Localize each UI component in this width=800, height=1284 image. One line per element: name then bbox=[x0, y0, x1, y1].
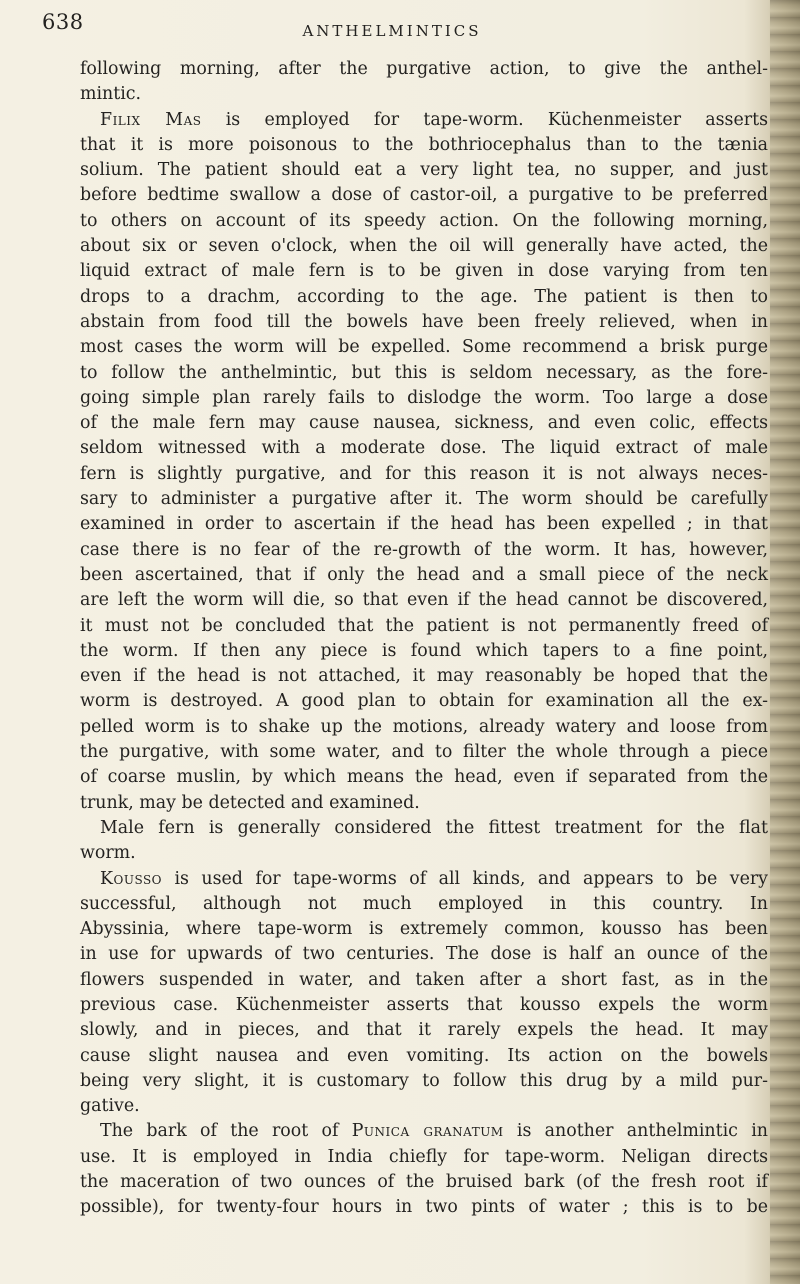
text-segment: about six or seven o'clock, when the oil will generally have acted, the bbox=[80, 236, 768, 257]
text-line bbox=[80, 1170, 768, 1195]
text-line bbox=[80, 867, 768, 892]
text-segment: successful, although not much employed in this country. In bbox=[80, 893, 768, 914]
text-segment: examined in order to ascertain if the head has been expelled ; in that bbox=[80, 514, 768, 535]
page-number: 638 bbox=[42, 10, 84, 34]
text-segment: Abyssinia, where tape-worm is extremely common, kousso has been bbox=[80, 919, 768, 940]
text-segment: case there is no fear of the re-growth of the worm. It has, however, bbox=[80, 539, 768, 560]
text-segment: of the male fern may cause nausea, sickness, and even colic, effects bbox=[80, 413, 768, 434]
text-line bbox=[80, 1069, 768, 1094]
text-segment: liquid extract of male fern is to be given in dose varying from ten bbox=[80, 261, 768, 282]
text-line bbox=[80, 892, 768, 917]
text-segment: before bedtime swallow a dose of castor-oil, a purgative to be preferred bbox=[80, 185, 768, 206]
text-line bbox=[80, 361, 768, 386]
text-line bbox=[80, 1119, 768, 1144]
text-line bbox=[80, 487, 768, 512]
text-segment: sary to administer a purgative after it. The worm should be carefully bbox=[80, 489, 768, 510]
text-line bbox=[80, 968, 768, 993]
text-line bbox=[80, 436, 768, 461]
text-line bbox=[80, 234, 768, 259]
text-segment: drops to a drachm, according to the age. The patient is then to bbox=[80, 286, 768, 307]
text-line bbox=[80, 1195, 768, 1220]
text-line bbox=[80, 512, 768, 537]
text-line bbox=[80, 639, 768, 664]
text-segment: is employed for tape-worm. Küchenmeister asserts bbox=[201, 109, 768, 130]
text-segment: in use for upwards of two centuries. The dose is half an ounce of the bbox=[80, 944, 768, 965]
text-line bbox=[80, 259, 768, 284]
text-line bbox=[80, 791, 768, 816]
text-line bbox=[80, 183, 768, 208]
text-segment: the maceration of two ounces of the bruised bark (of the fresh root if bbox=[80, 1172, 768, 1193]
text-segment: slowly, and in pieces, and that it rarely expels the head. It may bbox=[80, 1020, 768, 1041]
text-segment: it must not be concluded that the patient is not permanently freed of bbox=[80, 615, 768, 636]
text-line bbox=[80, 1145, 768, 1170]
small-caps-term: Filix Mas bbox=[100, 109, 202, 130]
text-line bbox=[80, 209, 768, 234]
text-line bbox=[80, 740, 768, 765]
text-line bbox=[80, 942, 768, 967]
text-line bbox=[80, 841, 768, 866]
text-segment: worm is destroyed. A good plan to obtain for examination all the ex- bbox=[80, 691, 768, 712]
text-line bbox=[80, 993, 768, 1018]
text-segment: the worm. If then any piece is found which tapers to a fine point, bbox=[80, 640, 768, 661]
text-line bbox=[80, 1018, 768, 1043]
running-title: ANTHELMINTICS bbox=[302, 22, 482, 40]
text-line bbox=[80, 57, 768, 82]
text-line bbox=[80, 765, 768, 790]
text-line bbox=[80, 816, 768, 841]
page-header bbox=[42, 10, 742, 50]
text-line bbox=[80, 715, 768, 740]
text-segment: going simple plan rarely fails to dislodge the worm. Too large a dose bbox=[80, 387, 768, 408]
text-line bbox=[80, 462, 768, 487]
text-segment: to others on account of its speedy action. On the following morning, bbox=[80, 210, 768, 231]
text-segment: to follow the anthelmintic, but this is seldom necessary, as the fore- bbox=[80, 362, 768, 383]
text-line bbox=[80, 917, 768, 942]
text-segment: being very slight, it is customary to follow this drug by a mild pur- bbox=[80, 1070, 768, 1091]
text-line bbox=[80, 538, 768, 563]
page-binding-edge bbox=[770, 0, 800, 1284]
text-line bbox=[80, 158, 768, 183]
text-segment: Male fern is generally considered the fittest treatment for the flat bbox=[100, 817, 768, 838]
text-segment: possible), for twenty-four hours in two pints of water ; this is to be bbox=[80, 1197, 768, 1218]
small-caps-term: Punica granatum bbox=[351, 1121, 504, 1142]
small-caps-term: Kousso bbox=[100, 868, 163, 889]
text-line bbox=[80, 588, 768, 613]
text-line bbox=[80, 310, 768, 335]
text-segment: previous case. Küchenmeister asserts that kousso expels the worm bbox=[80, 994, 768, 1015]
text-segment: abstain from food till the bowels have been freely relieved, when in bbox=[80, 311, 768, 332]
text-segment: pelled worm is to shake up the motions, already watery and loose from bbox=[80, 716, 768, 737]
text-segment: is another anthelmintic in bbox=[503, 1121, 768, 1142]
text-segment: are left the worm will die, so that even if the head cannot be discovered, bbox=[80, 590, 768, 611]
text-segment: seldom witnessed with a moderate dose. The liquid extract of male bbox=[80, 438, 768, 459]
text-segment: cause slight nausea and even vomiting. Its action on the bowels bbox=[80, 1045, 768, 1066]
text-line bbox=[80, 133, 768, 158]
text-segment: fern is slightly purgative, and for this reason it is not always neces- bbox=[80, 463, 768, 484]
body-text bbox=[80, 57, 768, 1221]
text-segment: solium. The patient should eat a very light tea, no supper, and just bbox=[80, 160, 768, 181]
text-segment: that it is more poisonous to the bothriocephalus than to the tænia bbox=[80, 134, 768, 155]
text-segment: trunk, may be detected and examined. bbox=[80, 792, 420, 813]
text-line bbox=[80, 335, 768, 360]
text-segment: most cases the worm will be expelled. Some recommend a brisk purge bbox=[80, 337, 768, 358]
text-line bbox=[80, 614, 768, 639]
text-line bbox=[80, 1094, 768, 1119]
text-line bbox=[80, 664, 768, 689]
text-line bbox=[80, 411, 768, 436]
text-line bbox=[80, 563, 768, 588]
text-segment: flowers suspended in water, and taken after a short fast, as in the bbox=[80, 969, 768, 990]
text-segment: The bark of the root of bbox=[100, 1121, 352, 1142]
text-line bbox=[80, 1044, 768, 1069]
text-segment: gative. bbox=[80, 1096, 140, 1117]
text-segment: use. It is employed in India chiefly for tape-worm. Neligan directs bbox=[80, 1146, 768, 1167]
text-line bbox=[80, 108, 768, 133]
text-line bbox=[80, 689, 768, 714]
text-line bbox=[80, 82, 768, 107]
text-segment: following morning, after the purgative action, to give the anthel- bbox=[80, 59, 768, 79]
text-segment: been ascertained, that if only the head and a small piece of the neck bbox=[80, 564, 768, 585]
text-segment: even if the head is not attached, it may reasonably be hoped that the bbox=[80, 666, 768, 687]
text-segment: mintic. bbox=[80, 84, 142, 105]
text-segment: of coarse muslin, by which means the head, even if separated from the bbox=[80, 767, 768, 788]
text-line bbox=[80, 285, 768, 310]
text-segment: worm. bbox=[80, 843, 136, 864]
text-line bbox=[80, 386, 768, 411]
text-segment: is used for tape-worms of all kinds, and appears to be very bbox=[162, 868, 768, 889]
text-segment: the purgative, with some water, and to filter the whole through a piece bbox=[80, 742, 768, 763]
